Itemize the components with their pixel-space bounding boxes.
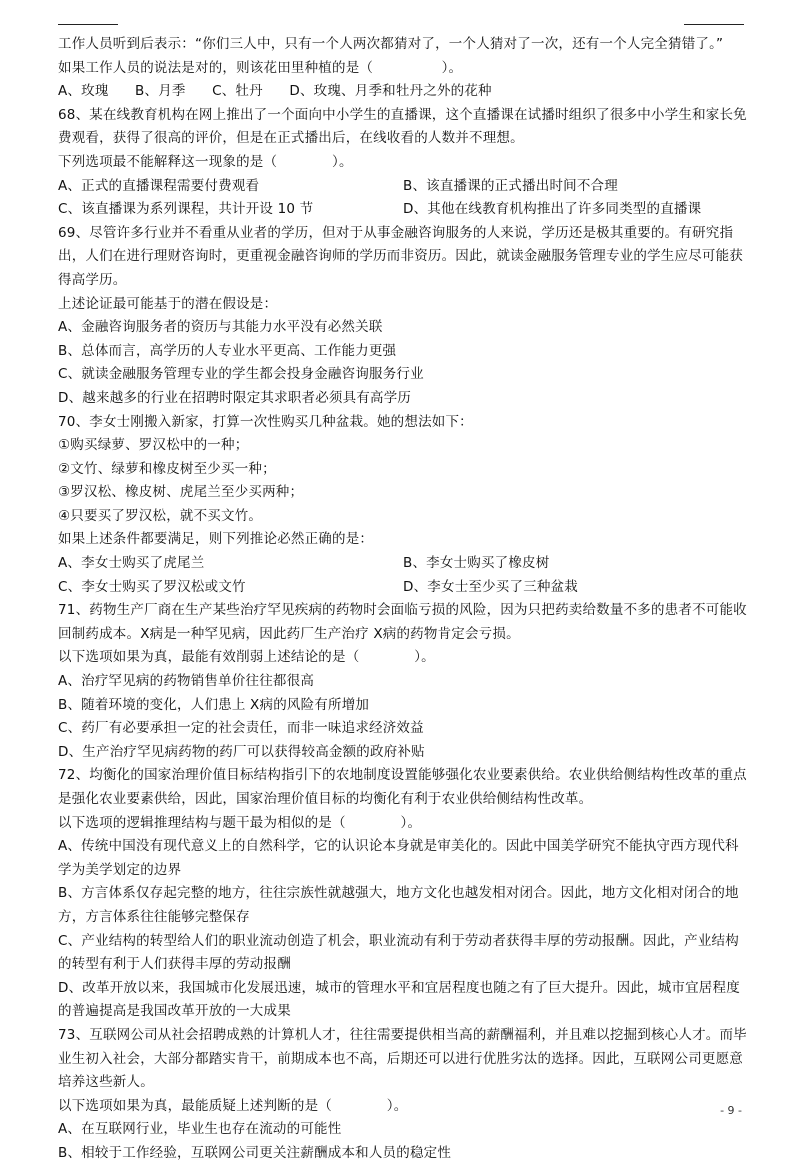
q69-option-c: C、就读金融服务管理专业的学生都会投身金融咨询服务行业 [58, 366, 424, 383]
q72-paragraph: 72、均衡化的国家治理价值目标结构指引下的农地制度设置能够强化农业要素供给。农业供给侧结构性改革的重点是强化农业要素供给，因此，国家治理价值目标的均衡化有利于农业供给侧结构性改革。 [58, 767, 747, 807]
q73-paragraph: 73、互联网公司从社会招聘成熟的计算机人才，往往需要提供相当高的薪酬福利，并且难以挖掘到核心人才。而毕业生初入社会，大部分都踏实肯干，前期成本也不高，后期还可以进行优胜劣汰的选择。因此，互联网公司更愿意培养这些新人。 [58, 1026, 747, 1091]
q69-paragraph: 69、尽管许多行业并不看重从业者的学历，但对于从事金融咨询服务的人来说，学历还是极其重要的。有研究指出，人们在进行理财咨询时，更重视金融咨询师的学历而非资历。因此，就读金融服务管理专业的学生应尽可能获得高学历。 [58, 224, 743, 288]
q71-option-d: D、生产治疗罕见病药物的药厂可以获得较高金额的政府补贴 [58, 743, 425, 760]
q70-condition-1: ①购买绿萝、罗汉松中的一种； [58, 437, 249, 454]
q67-context: 工作人员听到后表示：“你们三人中，只有一个人两次都猜对了，一个人猜对了一次，还有一个人完全猜错了。” [58, 36, 724, 52]
q72-option-d: D、改革开放以来，我国城市化发展迅速，城市的管理水平和宜居程度也随之有了巨大提升。因此，城市宜居程度的普遍提高是我国改革开放的一大成果 [58, 979, 740, 1020]
q68-option-a: A、正式的直播课程需要付费观看 [58, 177, 260, 194]
q72-stem: 以下选项的逻辑推理结构与题干最为相似的是（ ）。 [58, 814, 422, 831]
q72-option-a: A、传统中国没有现代意义上的自然科学，它的认识论本身就是审美化的。因此中国美学研究不能执守西方现代科学为美学划定的边界 [58, 838, 739, 878]
q70-option-a: A、李女士购买了虎尾兰 [58, 555, 205, 572]
q70-paragraph: 70、李女士刚搬入新家，打算一次性购买几种盆栽。她的想法如下： [58, 413, 473, 430]
q70-option-d: D、李女士至少买了三种盆栽 [403, 578, 578, 595]
q73-option-a: A、在互联网行业，毕业生也存在流动的可能性 [58, 1121, 342, 1138]
page-number: - 9 - [720, 1104, 742, 1117]
q72-option-c: C、产业结构的转型给人们的职业流动创造了机会，职业流动有利于劳动者获得丰厚的劳动报酬。因此，产业结构的转型有利于人们获得丰厚的劳动报酬 [58, 932, 739, 973]
q67-options [58, 80, 748, 104]
q70-options-row-1 [58, 552, 748, 576]
q68-stem: 下列选项最不能解释这一现象的是（ ）。 [58, 153, 353, 170]
q71-paragraph: 71、药物生产厂商在生产某些治疗罕见疾病的药物时会面临亏损的风险，因为只把药卖给数量不多的患者不可能收回制药成本。X病是一种罕见病，因此药厂生产治疗 X病的药物肯定会亏损。 [58, 602, 747, 642]
q73-option-b: B、相较于工作经验，互联网公司更关注薪酬成本和人员的稳定性 [58, 1144, 452, 1161]
q68-options-row-2 [58, 198, 748, 222]
q69-stem: 上述论证最可能基于的潜在假设是： [58, 295, 278, 312]
q68-paragraph: 68、某在线教育机构在网上推出了一个面向中小学生的直播课，这个直播课在试播时组织了很多中小学生和家长免费观看，获得了很高的评价，但是在正式播出后，在线收看的人数并不理想。 [58, 106, 747, 147]
q70-option-c: C、李女士购买了罗汉松或文竹 [58, 578, 246, 595]
q67-option-d: D、玫瑰、月季和牡丹之外的花种 [289, 83, 492, 100]
q70-condition-4: ④只要买了罗汉松，就不买文竹。 [58, 507, 263, 524]
q71-option-c: C、药厂有必要承担一定的社会责任，而非一味追求经济效益 [58, 720, 424, 737]
q70-condition-2: ②文竹、绿萝和橡皮树至少买一种； [58, 460, 276, 477]
q72-option-b: B、方言体系仅存起完整的地方，往往宗族性就越强大，地方文化也越发相对闭合。因此，地方文化相对闭合的地方，方言体系往往能够完整保存 [58, 885, 739, 925]
q68-option-c: C、该直播课为系列课程，共计开设 10 节 [58, 201, 314, 218]
header-rule-right [684, 24, 744, 25]
q68-option-d: D、其他在线教育机构推出了许多同类型的直播课 [403, 201, 702, 218]
q69-option-b: B、总体而言，高学历的人专业水平更高、工作能力更强 [58, 342, 397, 359]
document-body [58, 33, 748, 1166]
q68-options-row-1 [58, 175, 748, 199]
q67-option-b: B、月季 [135, 83, 186, 100]
q70-option-b: B、李女士购买了橡皮树 [403, 555, 550, 572]
q70-options-row-2 [58, 576, 748, 600]
q69-option-a: A、金融咨询服务者的资历与其能力水平没有必然关联 [58, 319, 383, 336]
q71-stem: 以下选项如果为真，最能有效削弱上述结论的是（ ）。 [58, 649, 435, 666]
q69-option-d: D、越来越多的行业在招聘时限定其求职者必须具有高学历 [58, 389, 412, 406]
header-rule-left [58, 24, 118, 25]
q70-stem: 如果上述条件都要满足，则下列推论必然正确的是： [58, 531, 374, 548]
q67-stem: 如果工作人员的说法是对的，则该花田里种植的是（ ）。 [58, 59, 463, 76]
q70-condition-3: ③罗汉松、橡皮树、虎尾兰至少买两种； [58, 484, 304, 501]
q67-option-a: A、玫瑰 [58, 83, 109, 100]
q73-stem: 以下选项如果为真，最能质疑上述判断的是（ ）。 [58, 1097, 408, 1114]
q71-option-a: A、治疗罕见病的药物销售单价往往都很高 [58, 673, 315, 690]
q71-option-b: B、随着环境的变化，人们患上 X病的风险有所增加 [58, 696, 370, 713]
q67-option-c: C、牡丹 [212, 83, 263, 100]
q68-option-b: B、该直播课的正式播出时间不合理 [403, 177, 618, 194]
